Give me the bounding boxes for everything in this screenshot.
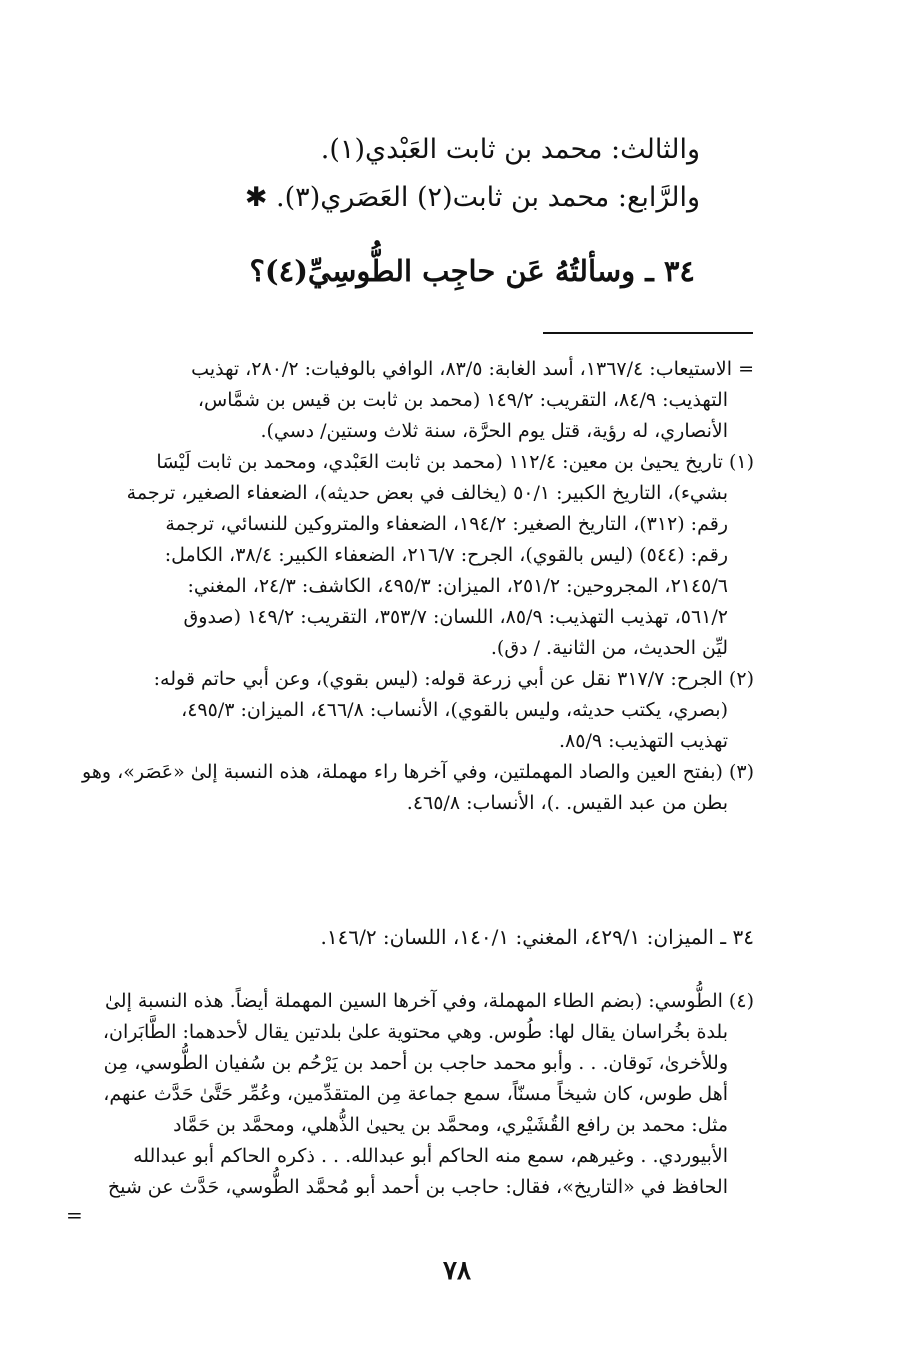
footnote-line: الحافظ في «التاريخ»، فقال: حاجب بن أحمد أبو مُحمَّد الطُّوسي، حَدَّث عن شيخ — [107, 1176, 728, 1198]
footnote-line: التهذيب: ٨٤/٩، التقريب: ١٤٩/٢ (محمد بن ثابت بن قيس بن شمَّاس، — [197, 389, 728, 411]
footnote-line: ليِّن الحديث، من الثانية. / دق). — [490, 637, 728, 659]
question-34-references: ٣٤ ـ الميزان: ٤٢٩/١، المغني: ١٤٠/١، اللسان: ١٤٦/٢. — [320, 925, 754, 949]
footnote-line: تهذيب التهذيب: ٨٥/٩. — [559, 730, 728, 752]
footnotes-top — [54, 354, 754, 819]
footnote-continuation — [54, 354, 754, 447]
text-line-third: والثالث: محمد بن ثابت العَبْدي(١). — [320, 134, 700, 165]
text-line-fourth: والرَّابع: محمد بن ثابت(٢) العَصَري(٣). ✱ — [244, 182, 700, 213]
footnote-line: الأبيوردي. . وغيرهم، سمع منه الحاكم أبو عبدالله. . . ذكره الحاكم أبو عبدالله — [133, 1145, 728, 1167]
footnote-1 — [54, 447, 754, 664]
question-34-title: ٣٤ ـ وسألتُهُ عَن حاجِب الطُّوسِيِّ(٤)؟ — [249, 254, 695, 288]
footnote-line: الأنصاري، له رؤية، قتل يوم الحرَّة، سنة ثلاث وستين/ دسي). — [260, 420, 728, 442]
footnote-3 — [54, 757, 754, 819]
footnote-line: (بصري، يكتب حديثه، وليس بالقوي)، الأنساب: ٤٦٦/٨، الميزان: ٤٩٥/٣، — [181, 699, 728, 721]
footnote-line: بشيء)، التاريخ الكبير: ٥٠/١ (يخالف في بعض حديثه)، الضعفاء الصغير، ترجمة — [126, 482, 728, 504]
continuation-mark: = — [66, 1203, 83, 1227]
footnote-line: بطن من عبد القيس. .)، الأنساب: ٤٦٥/٨. — [406, 792, 728, 814]
footnote-line: وللأخرىٰ، نَوقان. . . وأبو محمد حاجب بن أحمد بن يَرْحُم بن سُفيان الطُّوسي، مِن — [103, 1052, 728, 1074]
footnote-line: رقم: (٥٤٤) (ليس بالقوي)، الجرح: ٢١٦/٧، الضعفاء الكبير: ٣٨/٤، الكامل: — [164, 544, 728, 566]
footnote-separator — [543, 332, 753, 334]
footnote-2 — [54, 664, 754, 757]
footnote-4 — [54, 986, 754, 1203]
footnote-line: (١) تاريخ يحيىٰ بن معين: ١١٢/٤ (محمد بن ثابت العَبْدي، ومحمد بن ثابت لَيْسَا — [156, 451, 754, 473]
page-number: ٧٨ — [443, 1256, 471, 1286]
footnote-line: أهل طوس، كان شيخاً مسنّاً، سمع جماعة مِن المتقدِّمين، وعُمِّر حَتَّىٰ حَدَّث عنهم، — [103, 1083, 728, 1105]
footnote-line: بلدة بخُراسان يقال لها: طُوس. وهي محتوية علىٰ بلدتين يقال لأحدهما: الطَّابَران، — [102, 1021, 728, 1043]
footnote-line: = الاستيعاب: ١٣٦٧/٤، أسد الغابة: ٨٣/٥، الوافي بالوفيات: ٢٨٠/٢، تهذيب — [191, 358, 754, 380]
footnote-line: (٣) (بفتح العين والصاد المهملتين، وفي آخرها راء مهملة، هذه النسبة إلىٰ «عَصَر»، وهو — [82, 761, 754, 783]
footnote-line: (٢) الجرح: ٣١٧/٧ نقل عن أبي زرعة قوله: (ليس بقوي)، وعن أبي حاتم قوله: — [153, 668, 754, 690]
footnote-line: مثل: محمد بن رافع القُشَيْري، ومحمَّد بن يحيىٰ الذُّهلي، ومحمَّد بن حَمَّاد — [173, 1114, 728, 1136]
footnote-line: ٢١٤٥/٦، المجروحين: ٢٥١/٢، الميزان: ٤٩٥/٣، الكاشف: ٢٤/٣، المغني: — [187, 575, 728, 597]
footnote-line: ٥٦١/٢، تهذيب التهذيب: ٨٥/٩، اللسان: ٣٥٣/٧، التقريب: ١٤٩/٢ (صدوق — [183, 606, 728, 628]
footnote-line: رقم: (٣١٢)، التاريخ الصغير: ١٩٤/٢، الضعفاء والمتروكين للنسائي، ترجمة — [165, 513, 728, 535]
footnote-line: (٤) الطُّوسي: (بضم الطاء المهملة، وفي آخرها السين المهملة أيضاً. هذه النسبة إلىٰ — [104, 990, 754, 1012]
